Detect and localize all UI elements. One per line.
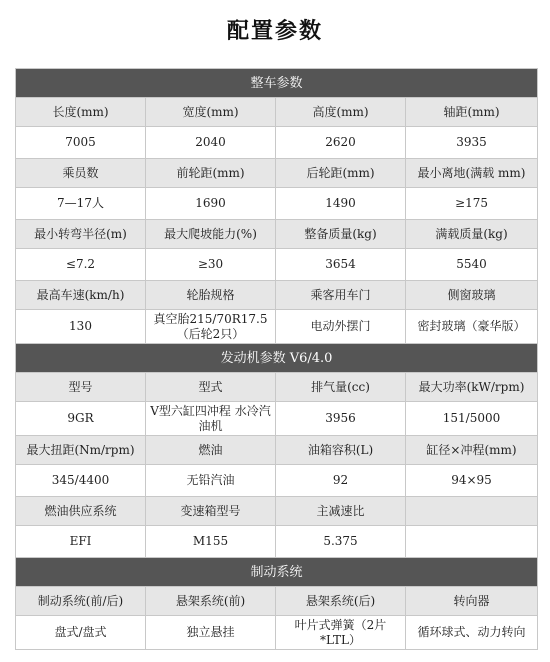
table-header-row — [16, 587, 538, 616]
header-cell: 最高车速(km/h) — [16, 281, 146, 310]
header-cell: 主减速比 — [276, 497, 406, 526]
header-cell: 制动系统(前/后) — [16, 587, 146, 616]
value-cell: ≤7.2 — [16, 249, 146, 281]
value-cell: 345/4400 — [16, 465, 146, 497]
header-cell: 型号 — [16, 373, 146, 402]
value-cell: 7—17人 — [16, 188, 146, 220]
header-cell: 最大功率(kW/rpm) — [406, 373, 538, 402]
table-value-row — [16, 310, 538, 344]
header-cell: 最大扭距(Nm/rpm) — [16, 436, 146, 465]
table-value-row — [16, 402, 538, 436]
header-cell — [406, 497, 538, 526]
header-cell: 转向器 — [406, 587, 538, 616]
table-value-row — [16, 616, 538, 650]
table-header-row — [16, 220, 538, 249]
header-cell: 变速箱型号 — [146, 497, 276, 526]
value-cell: 3956 — [276, 402, 406, 436]
header-cell: 乘客用车门 — [276, 281, 406, 310]
value-cell: 151/5000 — [406, 402, 538, 436]
value-cell: 5.375 — [276, 526, 406, 558]
header-cell: 最小转弯半径(m) — [16, 220, 146, 249]
value-cell: V型六缸四冲程 水冷汽油机 — [146, 402, 276, 436]
header-cell: 满载质量(kg) — [406, 220, 538, 249]
page-title: 配置参数 — [226, 19, 323, 44]
header-cell: 后轮距(mm) — [276, 159, 406, 188]
table-header-row — [16, 98, 538, 127]
value-cell: 循环球式、动力转向 — [406, 616, 538, 650]
header-cell: 缸径×冲程(mm) — [406, 436, 538, 465]
header-cell: 乘员数 — [16, 159, 146, 188]
header-cell: 燃油供应系统 — [16, 497, 146, 526]
value-cell: ≥175 — [406, 188, 538, 220]
value-cell: 无铅汽油 — [146, 465, 276, 497]
value-cell: 真空胎215/70R17.5（后轮2只） — [146, 310, 276, 344]
section-title: 整车参数 — [16, 69, 538, 98]
value-cell — [406, 526, 538, 558]
table-header-row — [16, 373, 538, 402]
value-cell: M155 — [146, 526, 276, 558]
header-cell: 悬架系统(后) — [276, 587, 406, 616]
spec-table — [15, 68, 538, 650]
value-cell: 3935 — [406, 127, 538, 159]
section-header-vehicle — [16, 69, 538, 98]
header-cell: 油箱容积(L) — [276, 436, 406, 465]
table-value-row — [16, 526, 538, 558]
value-cell: 密封玻璃（豪华版） — [406, 310, 538, 344]
value-cell: 2620 — [276, 127, 406, 159]
table-header-row — [16, 436, 538, 465]
value-cell: 3654 — [276, 249, 406, 281]
table-value-row — [16, 249, 538, 281]
header-cell: 燃油 — [146, 436, 276, 465]
value-cell: 2040 — [146, 127, 276, 159]
header-cell: 侧窗玻璃 — [406, 281, 538, 310]
value-cell: 盘式/盘式 — [16, 616, 146, 650]
value-cell: 9GR — [16, 402, 146, 436]
table-header-row — [16, 159, 538, 188]
value-cell: 1690 — [146, 188, 276, 220]
value-cell: 7005 — [16, 127, 146, 159]
header-cell: 最大爬坡能力(%) — [146, 220, 276, 249]
value-cell: 130 — [16, 310, 146, 344]
header-cell: 型式 — [146, 373, 276, 402]
value-cell: 1490 — [276, 188, 406, 220]
section-header-brake — [16, 558, 538, 587]
header-cell: 悬架系统(前) — [146, 587, 276, 616]
value-cell: ≥30 — [146, 249, 276, 281]
value-cell: 电动外摆门 — [276, 310, 406, 344]
header-cell: 最小离地(满载 mm) — [406, 159, 538, 188]
value-cell: 94×95 — [406, 465, 538, 497]
section-title: 发动机参数 V6/4.0 — [16, 344, 538, 373]
table-header-row — [16, 497, 538, 526]
header-cell: 高度(mm) — [276, 98, 406, 127]
value-cell: 独立悬挂 — [146, 616, 276, 650]
table-value-row — [16, 127, 538, 159]
header-cell: 宽度(mm) — [146, 98, 276, 127]
header-cell: 前轮距(mm) — [146, 159, 276, 188]
value-cell: 5540 — [406, 249, 538, 281]
table-value-row — [16, 188, 538, 220]
header-cell: 轴距(mm) — [406, 98, 538, 127]
value-cell: 92 — [276, 465, 406, 497]
section-title: 制动系统 — [16, 558, 538, 587]
table-value-row — [16, 465, 538, 497]
header-cell: 轮胎规格 — [146, 281, 276, 310]
header-cell: 整备质量(kg) — [276, 220, 406, 249]
header-cell: 长度(mm) — [16, 98, 146, 127]
value-cell: 叶片式弹簧（2片*LTL） — [276, 616, 406, 650]
section-header-engine — [16, 344, 538, 373]
header-cell: 排气量(cc) — [276, 373, 406, 402]
value-cell: EFI — [16, 526, 146, 558]
table-header-row — [16, 281, 538, 310]
